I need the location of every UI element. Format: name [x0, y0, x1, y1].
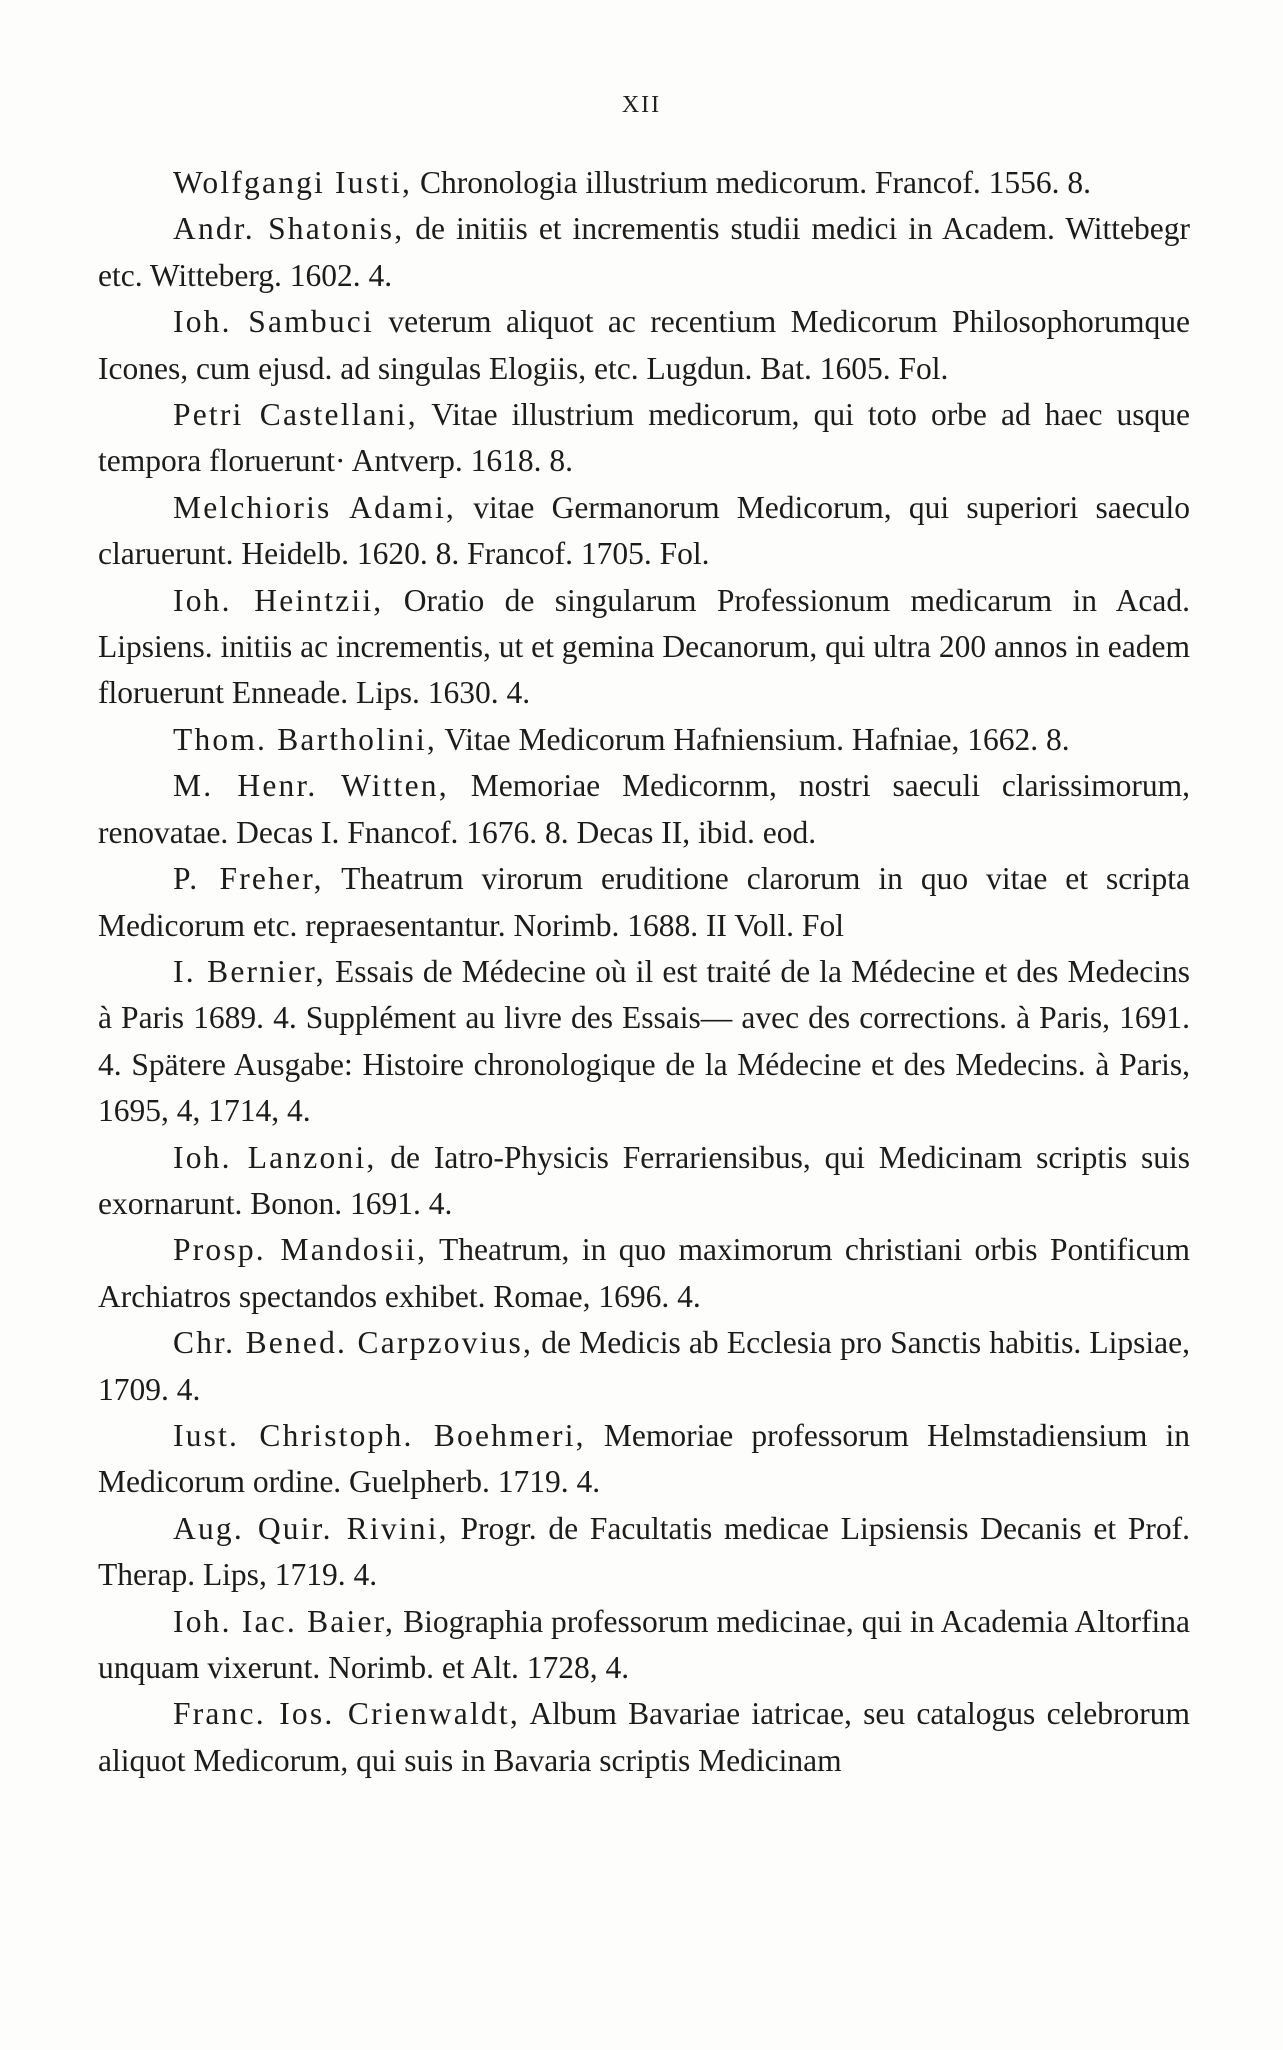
entry-author: Andr. Shatonis, [173, 211, 405, 247]
entry-text: de initiis et incrementis studii medici in Academ. Wittebegr etc. Witteberg. 1602. 4. [98, 211, 1190, 293]
bibliography-entry [98, 392, 1190, 485]
bibliography-entry [98, 1413, 1190, 1506]
entry-author: Chr. Bened. Carpzovius, [173, 1325, 534, 1361]
bibliography-entry [98, 763, 1190, 856]
entry-author: Ioh. Lanzoni, [173, 1139, 377, 1175]
entry-text: vitae Germanorum Medicorum, qui superiori saeculo claruerunt. Heidelb. 1620. 8. Francof. 1705. Fol. [98, 489, 1190, 572]
entry-author: Iust. Christoph. Boehmeri, [173, 1417, 586, 1453]
entry-text: Theatrum, in quo maximorum christiani orbis Pontificum Archiatros spectandos exhibet. Romae, 1696. 4. [98, 1232, 1190, 1314]
entry-author: I. Bernier, [173, 953, 326, 989]
entry-author: Prosp. Mandosii, [173, 1232, 428, 1268]
entry-text: Theatrum virorum eruditione clarorum in quo vitae et scripta Medicorum etc. repraesentantur. Norimb. 1688. II Voll. Fol [98, 861, 1190, 943]
entry-text: Vitae Medicorum Hafniensium. Hafniae, 1662. 8. [437, 721, 1070, 757]
bibliography-entry [98, 1320, 1190, 1413]
bibliography-entry [98, 160, 1190, 206]
bibliography-entry [98, 299, 1190, 392]
bibliography-entry [98, 1691, 1190, 1784]
bibliography-entry [98, 1506, 1190, 1599]
entry-author: Ioh. Heintzii, [173, 582, 384, 618]
bibliography-entry [98, 949, 1190, 1135]
bibliography-entry [98, 1227, 1190, 1320]
page-number: XII [621, 92, 662, 118]
entry-text: Memoriae professorum Helmstadiensium in Medicorum ordine. Guelpherb. 1719. 4. [98, 1417, 1191, 1500]
entry-author: Wolfgangi Iusti, [173, 165, 413, 200]
entry-text: Album Bavariae iatricae, seu catalogus celebrorum aliquot Medicorum, qui suis in Bavaria scriptis Medicinam [98, 1696, 1190, 1778]
entry-author: Melchioris Adami, [173, 489, 456, 525]
bibliography-entry [98, 1135, 1190, 1228]
entry-author: P. Freher, [173, 861, 324, 897]
bibliography-entry [98, 1599, 1190, 1692]
entry-author: M. Henr. Witten, [173, 768, 449, 804]
entry-author: Aug. Quir. Rivini, [173, 1510, 449, 1546]
entry-text: Memoriae Medicornm, nostri saeculi clarissimorum, renovatae. Decas I. Fnancof. 1676. 8. Decas II, ibid. eod. [98, 768, 1190, 850]
entry-author: Franc. Ios. Crienwaldt, [173, 1696, 520, 1732]
entry-author: Thom. Bartholini, [173, 721, 438, 757]
entry-author: Ioh. Iac. Baier, [173, 1603, 396, 1639]
entry-text: Progr. de Facultatis medicae Lipsiensis Decanis et Prof. Therap. Lips, 1719. 4. [98, 1510, 1190, 1593]
bibliography-entry [98, 717, 1190, 763]
bibliography-entry [98, 578, 1190, 717]
entry-author: Ioh. Sambuci [173, 304, 374, 340]
entry-text: veterum aliquot ac recentium Medicorum Philosophorumque Icones, cum ejusd. ad singulas Elogiis, etc. Lugdun. Bat. 1605. Fol. [98, 304, 1191, 386]
entry-text: de Iatro-Physicis Ferrariensibus, qui Medicinam scriptis suis exornarunt. Bonon. 1691. 4. [98, 1139, 1190, 1221]
bibliography-list [98, 160, 1190, 1784]
bibliography-entry [98, 485, 1190, 578]
bibliography-entry [98, 856, 1190, 949]
entry-text: Vitae illustrium medicorum, qui toto orbe ad haec usque tempora floruerunt· Antverp. 1618. 8. [98, 397, 1190, 479]
entry-text: Chronologia illustrium medicorum. Francof. 1556. 8. [412, 165, 1092, 200]
bibliography-entry [98, 206, 1190, 299]
entry-text: Essais de Médecine où il est traité de la Médecine et des Medecins à Paris 1689. 4. Supplément au livre des Essais— avec des corrections. à Paris, 1691. 4. Spätere Ausgabe: Histoire chronologique de la Médecine et des Medecins. à Paris, 1695, 4, 1714, 4. [98, 953, 1191, 1129]
entry-text: Biographia professorum medicinae, qui in Academia Altorfina unquam vixerunt. Norimb. et Alt. 1728, 4. [98, 1603, 1190, 1685]
entry-text: de Medicis ab Ecclesia pro Sanctis habitis. Lipsiae, 1709. 4. [98, 1325, 1190, 1407]
entry-author: Petri Castellani, [173, 397, 418, 433]
entry-text: Oratio de singularum Professionum medicarum in Acad. Lipsiens. initiis ac incrementis, ut et gemina Decanorum, qui ultra 200 annos in eadem floruerunt Enneade. Lips. 1630. 4. [98, 582, 1190, 711]
